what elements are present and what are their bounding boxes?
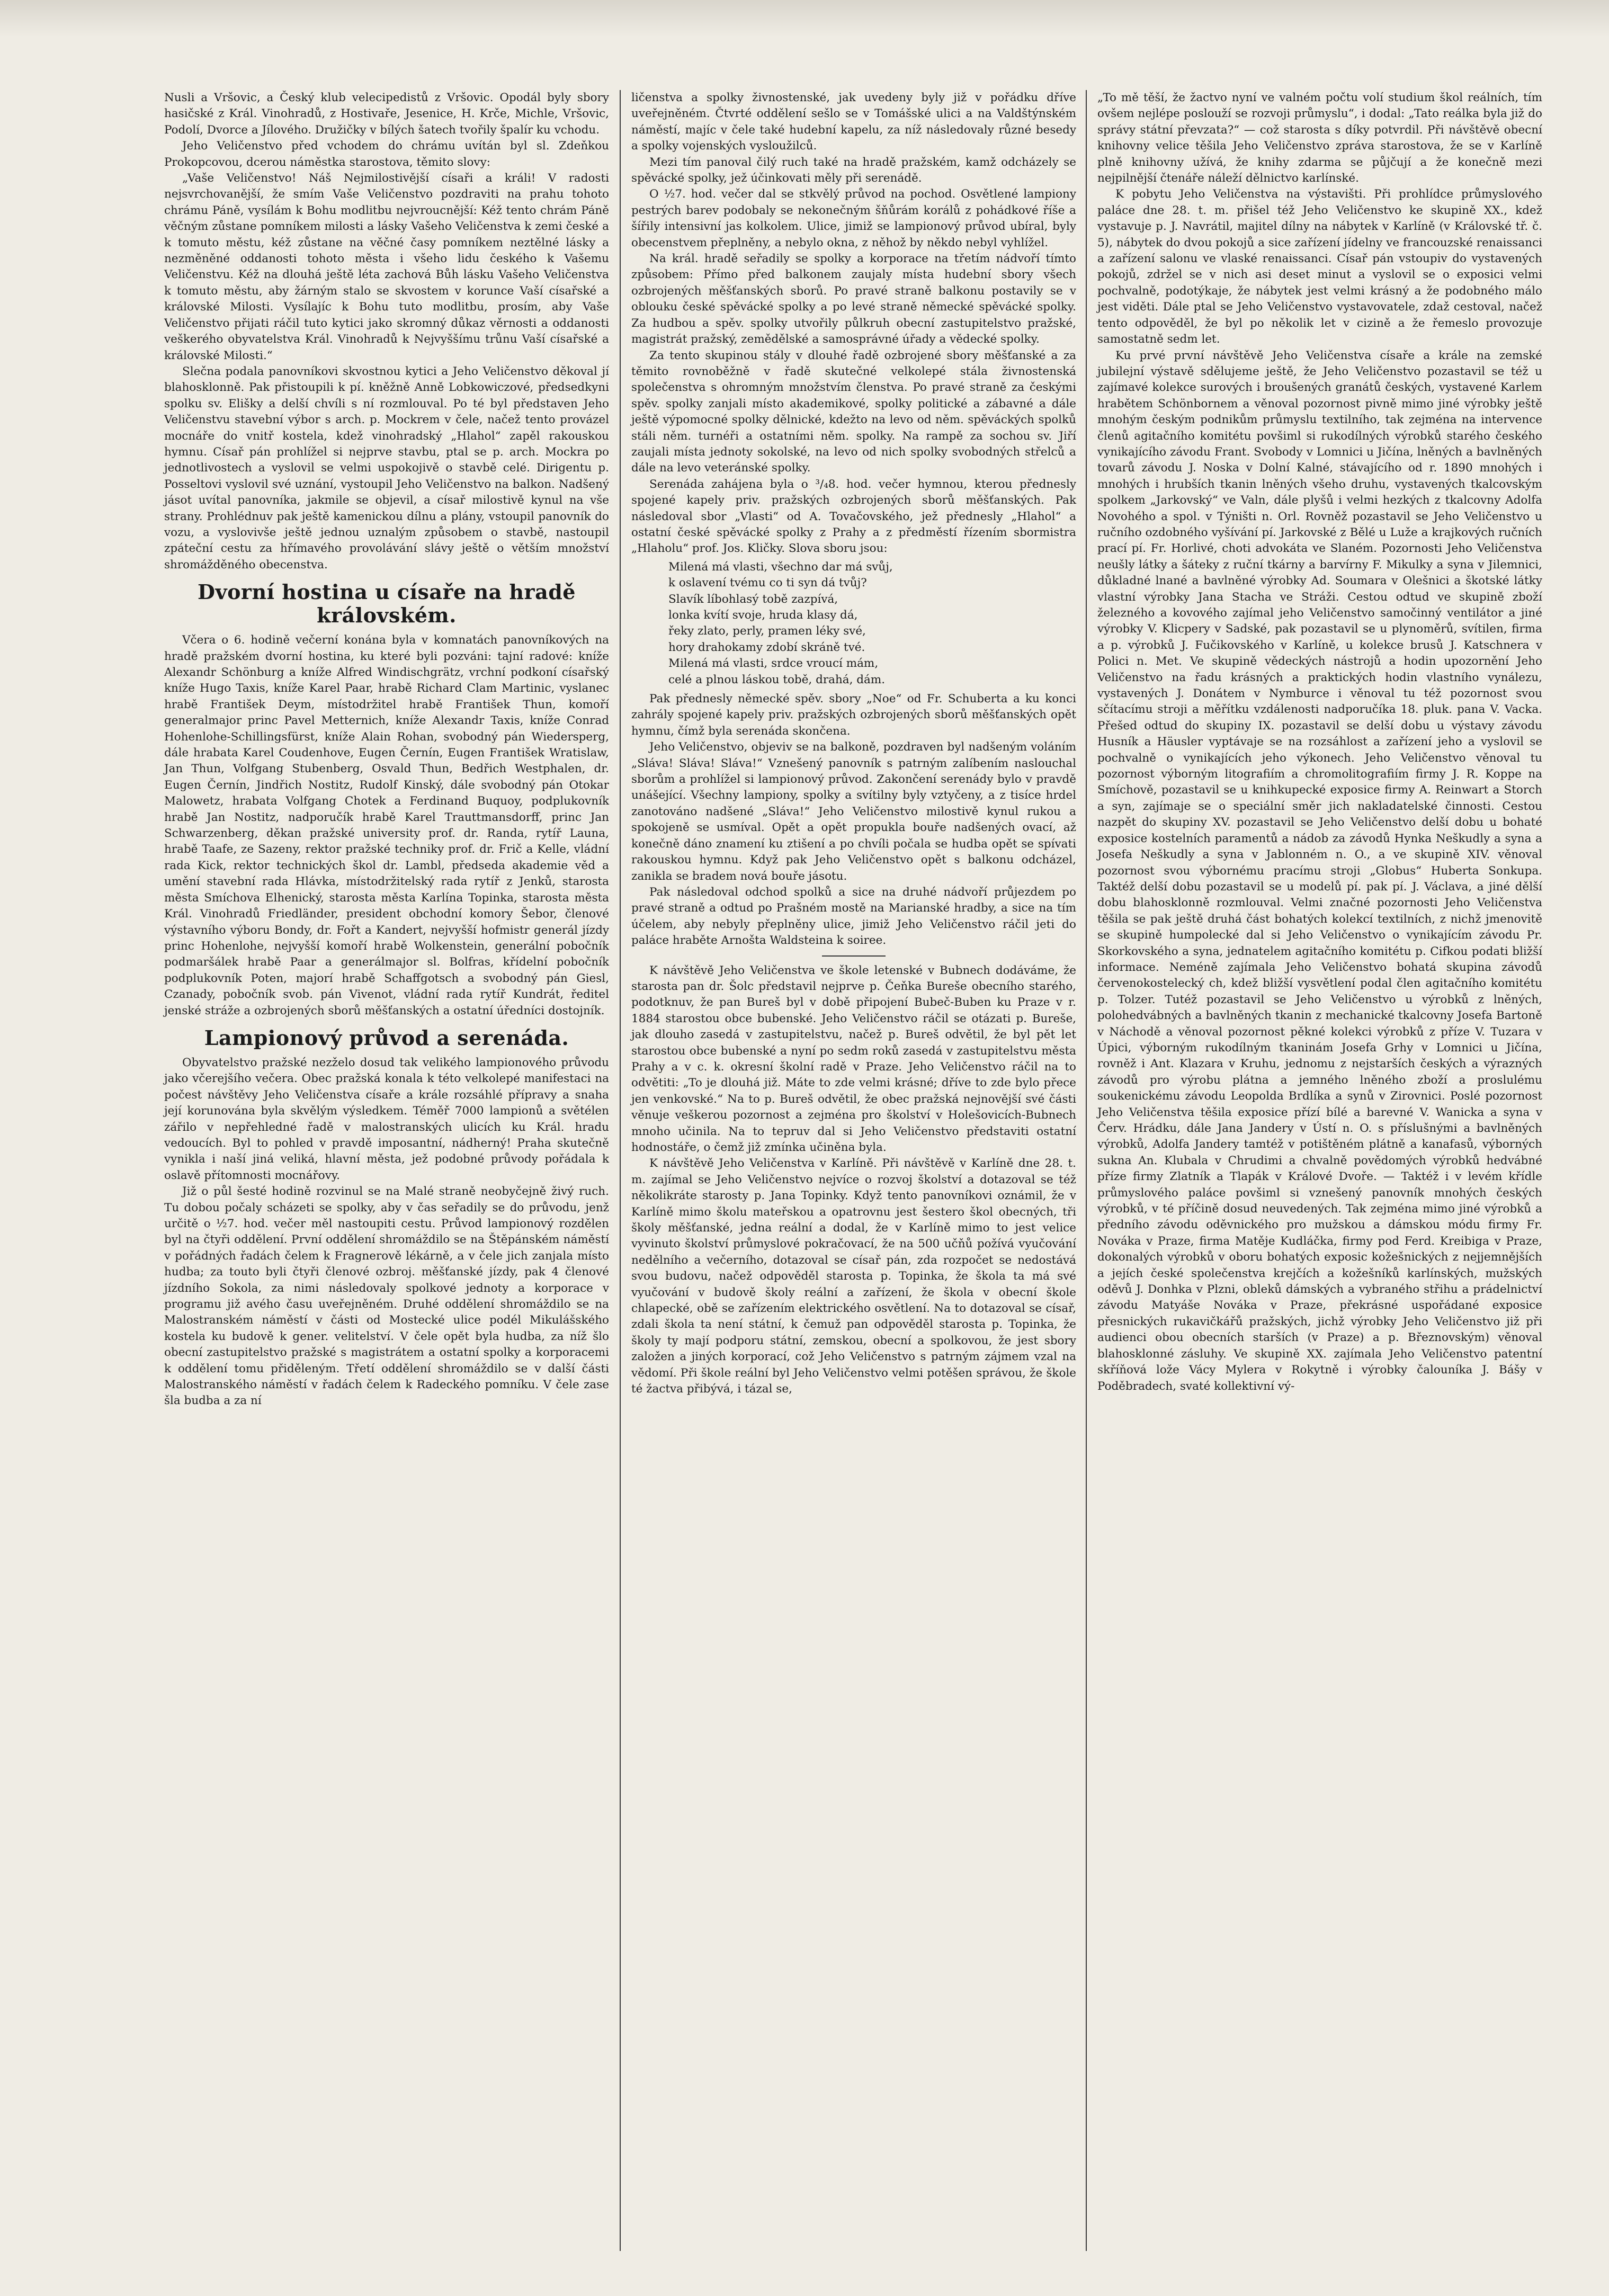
paragraph: Pak přednesly německé spěv. sbory „Noe“ od Fr. Schuberta a ku konci zahrály spojené kapely priv. pražských ozbrojených sborů měšťanských opět hymnu, čímž byla serenáda skončena. [631,692,1076,738]
paragraph: Slečna podala panovníkovi skvostnou kytici a Jeho Veličenstvo děkoval jí blahosklonně. Pak přistoupili k pí. kněžně Anně Lobkowiczové, předsedkyni spolku sv. Elišky a delší chvíli s ní rozmlouval. Po té byl představen Jeho Veličenstvu stavební výbor s arch. p. Mockrem v čele, načež tento provázel mocnáře do vnitř kostela, kdež vinohradský „Hlahol“ zapěl rakouskou hymnu. Císař pán prohlížel si nejprve stavbu, ptal se p. arch. Mockra po jednotlivostech a vyslovil se velmi uspokojivě o stavbě celé. Dirigentu p. Posseltovi vyslovil své uznání, vystoupil Jeho Veličenstvo na balkon. Nadšený jásot uvítal panovníka, jakmile se objevil, a císař milostivě kynul na vše strany. Prohlédnuv pak ještě kamenickou dílnu a plány, vstoupil panovník do vozu, a vyslovivše ještě jednou uznalým způsobem o stavbě, nastoupil zpáteční cestu za hřímavého provolávání slávy ještě o větším množství shromážděného obecenstva. [164,364,609,571]
paragraph: Mezi tím panoval čilý ruch také na hradě pražském, kamž odcházely se spěvácké spolky, jež účinkovati měly při serenádě. [631,155,1076,185]
paragraph: K pobytu Jeho Veličenstva na výstavišti. Při prohlídce průmyslového paláce dne 28. t. m. přišel též Jeho Veličenstvo ke skupině XX., kdež vystavuje p. J. Navrátil, majitel dílny na nábytek v Karlíně (v Královské tř. č. 5), nábytek do dvou pokojů a sice zařízení jídelny ve francouzské renaissanci a zařízení salonu ve vlaské renaissanci. Císař pán vstoupiv do vystavených pokojů, zdržel se v nich asi deset minut a vyslovil se o exposici velmi pochvalně, podotýkaje, že nábytek jest velmi krásný a že podobného málo jest viděti. Dále ptal se Jeho Veličenstvo vystavovatele, zdaž cestoval, načež tento odpověděl, že byl po několik let v cizině a že řemeslo provozuje samostatně sedm let. [1097,187,1542,346]
paragraph: Nusli a Vršovic, a Český klub velecipedistů z Vršovic. Opodál byly sbory hasičské z Král. Vinohradů, z Hostivaře, Jesenice, H. Krče, Michle, Vršovic, Podolí, Dvorce a Jílového. Družičky v bílých šatech tvořily špalír ku vchodu. [164,91,609,137]
column-1 [154,90,620,2251]
paragraph: „To mě těší, že žactvo nyní ve valném počtu volí studium škol reálních, tím ovšem nejlépe poslouží se rozvoji průmyslu“, i dodal: „Tato reálka byla již do správy státní převzata?“ — což starosta s díky potvrdil. Při návštěvě obecní knihovny velice těšila Jeho Veličenstvo zpráva starostova, že se v Karlíně plně knihovny užívá, že knihy zdarma se půjčují a že konečně mezi nejpilnější čtenáře náleží dělnictvo karlínské. [1097,91,1542,185]
article-heading-dinner: Dvorní hostina u císaře na hradě královském. [198,580,576,628]
page-top-edge [0,0,1609,37]
paragraph: Serenáda zahájena byla o ³/₄8. hod. večer hymnou, kterou přednesly spojené kapely priv. pražských ozbrojených sborů měšťanských. Pak následoval sbor „Vlasti“ od A. Tovačovského, jež přednesly „Hlahol“ a ostatní české spěvácké spolky z Prahy a z předměstí řízením sbormistra „Hlaholu“ prof. Jos. Kličky. Slova sboru jsou: [631,477,1076,556]
paragraph: Jeho Veličenstvo, objeviv se na balkoně, pozdraven byl nadšeným voláním „Sláva! Sláva! Sláva!“ Vznešený panovník s patrným zalíbením naslouchal sborům a prohlížel si lampionový průvod. Zakončení serenády bylo v pravdě unášející. Všechny lampiony, spolky a svítilny byly vztyčeny, a z tisíce hrdel zanotováno nadšené „Sláva!“ Jeho Veličenstvo milostivě kynul rukou a spokojeně se usmíval. Opět a opět propukla bouře nadšených ovací, až konečně dáno znamení ku ztišení a po chvíli počala se hudba opět se spívati rakouskou hymnu. Když pak Jeho Veličenstvo opět s balkonu odcházel, zanikla se bradem nová bouře jásotu. [631,740,1076,883]
paragraph: Pak následoval odchod spolků a sice na druhé nádvoří průjezdem po pravé straně a odtud po Prašném mostě na Marianské hradby, a sice na tím účelem, aby nebyly přeplněny ulice, jimiž Jeho Veličenstvo ráčil jeti do paláce hraběte Arnošta Waldsteina k soiree. [631,885,1076,948]
paragraph: ličenstva a spolky živnostenské, jak uvedeny byly již v pořádku dříve uveřejněném. Čtvrté oddělení sešlo se v Tomášské ulici a na Valdštýnském náměstí, majíc v čele také hudební kapelu, za níž následovaly různé besedy a spolky vojenských vysloužilců. [631,91,1076,153]
paragraph: K návštěvě Jeho Veličenstva ve škole letenské v Bubnech dodáváme, že starosta pan dr. Šolc představil nejprve p. Čeňka Bureše obecního starého, podotknuv, že pan Bureš byl v době připojení Bubeč-Buben ku Praze v r. 1884 starostou obce bubenské. Jeho Veličenstvo ráčil se otázati p. Bureše, jak dlouho zasedá v zastupitelstvu, načež p. Bureš odvětil, že byl pět let starostou obce bubenské a nyní po sedm roků zasedá v zastupitelstvu města Prahy a v c. k. okresní školní radě v Praze. Jeho Veličenstvo ráčil na to odvětiti: „To je dlouhá již. Máte to zde velmi krásné; dříve to zde bylo přece jen venkovské.“ Na to p. Bureš odvětil, že obec pražská nejnovější své části věnuje veškerou pozornost a zejména pro školství v Holešovicích-Bubnech mnoho učinila. Na to tepruv dal si Jeho Veličenstvo představiti ostatní hodnostáře, o čemž již zmínka učiněna byla. [631,963,1076,1154]
article-heading-lantern-procession: Lampionový průvod a serenáda. [204,1025,569,1050]
paragraph: Na král. hradě seřadily se spolky a korporace na třetím nádvoří tímto způsobem: Přímo před balkonem zaujaly místa hudební sbory všech ozbrojených měšťanských sborů. Po pravé straně balkonu postavily se v oblouku české spěvácké spolky a po levé straně německé spěvácké spolky. Za hudbou a spěv. spolky utvořily půlkruh obecní zastupitelstvo pražské, magistrát pražský, zemědělské a samosprávné úřady a vědecké spolky. [631,252,1076,346]
verse-line: Slavík líbohlasý tobě zazpívá, [668,592,838,606]
paragraph: Včera o 6. hodině večerní konána byla v komnatách panovníkových na hradě pražském dvorní hostina, ku které byli pozváni: tajní radové: kníže Alexandr Schönburg a kníže Alfred Windischgrätz, vrchní podkoní císařský kníže Hugo Taxis, kníže Karel Paar, hrabě Richard Clam Martinic, vyslanec hrabě František Deym, místodržitel hrabě František Thun, komoří generalmajor princ Pavel Metternich, kníže Alexandr Taxis, kníže Conrad Hohenlohe-Schillingsfürst, kníže Alain Rohan, svobodný pán Wiedersperg, dále hrabata Karel Coudenhove, Eugen Černín, Eugen František Wratislaw, Jan Thun, Volfgang Stubenberg, Osvald Thun, Bedřich Westphalen, dr. Eugen Černín, Jindřich Nostitz, Rudolf Kinský, dále svobodný pán Otokar Malowetz, hrabata Volfgang Chotek a Ferdinand Buquoy, podplukovník hrabě Jan Nostitz, nadporučík hrabě Karel Trauttmansdorff, princ Jan Schwarzenberg, děkan pražské university prof. dr. Randa, rytíř Launa, hrabě Taafe, ze Sazeny, rektor pražské techniky prof. dr. Frič a Kelle, vládní rada Kick, rektor technických škol dr. Lambl, předseda akademie věd a umění stavební rada Hlávka, místodržitelský rada rytíř z Jenků, starosta města Smíchova Elhenický, starosta města Karlína Topinka, starosta města Král. Vinohradů Friedländer, president obchodní komory Šebor, členové výstavního výboru Bondy, dr. Fořt a Kandert, nejvyšší hofmistr generál jízdy princ Hohenlohe, nejvyšší komoří hrabě Wolkenstein, generální pobočník podmaršálek hrabě Paar a generálmajor sl. Bolfras, křídelní pobočník podplukovník Poten, majorí hrabě Schaffgotsch a svobodný pán Giesl, Czanady, pobočník svob. pán Vivenot, vládní rada rytíř Kundrát, ředitel jenské stráže a ozbrojených sborů měšťanských a ostatní úředníci dostojník. [164,633,609,1017]
paragraph: Za tento skupinou stály v dlouhé řadě ozbrojené sbory měšťanské a za těmito rovnoběžně v řadě skutečné velkolepé stála živnostenská společenstva s ohromným množstvím členstva. Po pravé straně za českými spěv. spolky zanjali místo akademikové, spolky politické a zábavné a dále ještě výpomocné spolky dělnické, kdežto na levo od něm. spěváckých spolků stáli něm. turnéři a ostatními něm. spolky. Na rampě za sochou sv. Jiří zaujali místa jednoty sokolské, na levo od nich spolky svobodných střelců a dále na levo veteránské spolky. [631,349,1076,475]
verse-line: lonka kvítí svoje, hruda klasy dá, [668,609,858,622]
verse-line: Milená má vlasti, všechno dar má svůj, [668,560,893,574]
verse-line: hory drahokamy zdobí skráně tvé. [668,640,865,654]
column-3 [1086,90,1553,2251]
paragraph: Již o půl šesté hodině rozvinul se na Malé straně neobyčejně živý ruch. Tu dobou počaly scházeti se spolky, aby v čas seřadily se do průvodu, jenž určitě o ½7. hod. večer měl nastoupiti cestu. Průvod lampionový rozdělen byl na čtyři oddělení. První oddělení shromáždilo se na Štěpánském náměstí v pořádných řadách čelem k Fragnerově lékárně, a v čele jich zanjala místo hudba; za touto byli čtyři členové ozbroj. měšťanské jízdy, pak 4 členové jízdního Sokola, za nimi následovaly spolkové jednoty a korporace v programu již avého času uveřejněném. Druhé oddělení shromáždilo se na Malostranském náměstí v části od Mostecké ulice podél Mikulášského kostela ku budově k gener. velitelství. V čele opět byla hudba, za níž šlo obecní zastupitelstvo pražské s magistrátem a ostatní spolky a korporacemi k oddělení tomu přiděleným. Třetí oddělení shromáždilo se v další části Malostranského náměstí v řadách čelem k Radeckého pomníku. V čele zase šla budba a za ní [164,1185,609,1408]
paragraph: K návštěvě Jeho Veličenstva v Karlíně. Při návštěvě v Karlíně dne 28. t. m. zajímal se Jeho Veličenstvo nejvíce o rozvoj školství a dotazoval se též několikráte starosty p. Jana Topinky. Když tento panovníkovi oznámil, že v Karlíně mimo školu mateřskou a opatrovnu jest šestero škol obecných, tři školy měšťanské, jedna reální a dodal, že v Karlíně mimo to jest velice vyvinuto školství průmyslové pokračovací, že na 500 učňů požívá vyučování nedělního a večerního, dotazoval se císař pán, zda rozpočet se nedostává svou budovu, načež odpověděl starosta p. Topinka, že škola ta má své vyučování v budově školy reální a zařízení, že škola v obecní škole chlapecké, obě se zařízením elektrického osvětlení. Na to dotazoval se císař, zdali škola ta není státní, k čemuž pan odpověděl starosta p. Topinka, že školy ty mají podporu státní, zemskou, obecní a spolkovou, že jest sbory založen a jiných korporací, což Jeho Veličenstvo s patrným zájmem vzal na vědomí. Při škole reální byl Jeho Veličenstvo velmi potěšen správou, že škole té žactva přibývá, i tázal se, [631,1157,1076,1396]
section-divider [822,955,886,957]
paragraph: Jeho Veličenstvo před vchodem do chrámu uvítán byl sl. Zdeňkou Prokopcovou, dcerou náměstka starostova, těmito slovy: [164,139,609,169]
verse-line: k oslavení tvému co ti syn dá tvůj? [668,576,867,590]
column-2 [620,90,1087,2251]
speech-quote: „Vaše Veličenstvo! Náš Nejmilostivější císaři a králi! V radosti nejsvrchovanější, že smím Vaše Veličenstvo pozdraviti na prahu tohoto chrámu Páně, vysílám k Bohu modlitbu nejvroucnější: Kéž tento chrám Páně věčným zůstane pomníkem milosti a lásky Vašeho Veličenstva k zemi české a k tomuto městu, kéž zůstane na věčné časy pomníkem neztělné lásky a nezměněné oddanosti tohoto města i všeho lidu českého k Vašemu Veličenstvu. Kéž na dlouhá ještě léta zachová Bůh lásku Vašeho Veličenstva k tomuto městu, aby žárným stalo se skvostem v korunce Vaší císařské a královské Milosti. Vysílajíc k Bohu tuto modlitbu, prosím, aby Vaše Veličenstvo přijati ráčil tuto kytici jako skromný důkaz věrnosti a oddanosti veškerého obyvatelstva Král. Vinohradů k Nejvyššímu trůnu Vaší císařské a královské Milosti.“ [164,172,609,362]
verse-line: řeky zlato, perly, pramen léky své, [668,624,866,638]
verse-line: celé a plnou láskou tobě, drahá, dám. [668,673,886,686]
verse-line: Milená má vlasti, srdce vroucí mám, [668,657,879,671]
paragraph: Obyvatelstvo pražské nezželo dosud tak velikého lampionového průvodu jako včerejšího večera. Obec pražská konala k této velkolepé manifestaci na počest návštěvy Jeho Veličenstva císaře a krále rozsáhlé přípravy a snaha její korunována byla skvělým výsledkem. Téměř 7000 lampionů a světélen zářilo v nepřehledné řadě v malostranských ulicích ku Král. hradu vedoucích. Byl to pohled v pravdě imposantní, nádherný! Praha skutečně vynikla i naší jiná veliká, hlavní města, jež podobné průvody pořádala k oslavě přítomnosti mocnářovy. [164,1056,609,1182]
paragraph: Ku prvé první návštěvě Jeho Veličenstva císaře a krále na zemské jubilejní výstavě sdělujeme ještě, že Jeho Veličenstvo pozastavil se též u zajímavé kolekce surových i broušených granátů českých, vystavené Karlem hrabětem Schönbornem a věnoval pozornost pivně mimo jiné výrobky ještě mnohým českým podnikům průmyslu textilního, tak zejména na intervence členů agitačního komitétu povšiml si rukodílných výrobků starého českého vynikajícího závodu Frant. Svobody v Lomnici u Jičína, lněných a bavlněných tovarů závodu J. Noska v Dolní Kalné, stávajícího od r. 1890 mnohých i mnohých i hrubších tkanin lněných všeho druhu, vystavených tkalcovským spolkem „Jarkovský“ ve Valn, dále plyšů i velmi hezkých z tkalcovny Adolfa Novohého a spol. v Týništi n. Orl. Rovněž pozastavil se Jeho Veličenstvo u ručního ozdobného vyšívání pí. Jarkovské z Bělé u Luže a krajkových ručních prací pí. Fr. Horlivé, choti advokáta ve Slaném. Pozornosti Jeho Veličenstva neušly látky a šáteky z ruční tkárny a barvírny F. Mikulky a syna v Jilemnici, důkladné lnané a bavlněné výrobky Ad. Soumara v Olešnici a škotské látky vlastní výrobky Jana Stacha ve Stráži. Cestou odtud ve skupině zboží železného a kovového zajímal jeho Veličenstvo samočinný ventilátor a jiné výrobky V. Klicpery v Sadské, pak pozastavil se u plynoměrů, svítilen, firma a p. výrobků J. Fučikovského v Karlíně, u kolekce brusů J. Katschnera v Polici n. Met. Ve skupině vědeckých nástrojů a hodin upozornění Jeho Veličenstvo na řadu krásných a praktických hodin vlastního vynálezu, vystavených J. Donátem v Nymburce i věnoval tu též pozornost svou sčítacímu stroji a měřítku vzdálenosti nadporučíka 18. pluk. pana V. Vacka. Přešed odtud do skupiny IX. pozastavil se delší dobu u výstavy závodu Husník a Häusler vyptávaje se na rozsáhlost a zařízení jeho a vyslovil se pochvalně o vynikajících jeho výkonech. Jeho Veličenstvo věnoval tu pozornost výborným litografiím a chromolitografiím firmy J. R. Koppe na Smíchově, pozastavil se u knihkupecké exposice firmy A. Reinwart a Storch a syn, zajímaje se o speciální směr jich nakladatelské činnosti. Cestou nazpět do skupiny XV. pozastavil se Jeho Veličenstvo delší dobu u bohaté exposice kostelních paramentů a nádob za závodů Hynka Neškudly a syna a Josefa Neškudly a syna v Jablonném n. O., a ve skupině XIV. věnoval pozornost svou výbornému pracímu stroji „Globus“ Huberta Sonkupa. Taktéž delší dobu pozastavil se u modelů pí. pak pí. J. Václava, a jiné dělší dobu blahosklonně rozmlouval. Velmi značné pozornosti Jeho Veličenstva těšila se pak ještě druhá část bohatých kolekcí textilních, z nichž jmenovitě se skupině humpolecké dal si Jeho Veličenstvo o vynikajícím závodu Pr. Skorkovského a syna, jednatelem agitačního komitétu p. Cifkou podati bližší informace. Neméně zajímala Jeho Veličenstvo bohatá skupina závodů červenokostelecký ch, kdež bližší vysvětlení podal člen agitačního komitétu p. Tolzer. Tutéž pozastavil se Jeho Veličenstvo u výrobků z lněných, polohedvábných a bavlněných tkanin z mechanické tkalcovny Josefa Bartoně v Náchodě a věnoval pozornost pěkné kolekci výrobků z příze V. Tuzara v Úpici, výborným rukodílným tkaninám Josefa Grhy v Lomnici u Jičína, rovněž i Ant. Klazara v Kruhu, jednomu z nejstarších českých a výrazných závodů pro výrobu plátna a jemného lněného zboží a proslulému soukenickému závodu Leopolda Brdlíka a synů v Zirovnici. Poslé pozornost Jeho Veličenstva těšila exposice přízí bílé a barevné V. Wanicka a syna v Červ. Hrádku, dále Jana Jandery v Ústí n. O. s příslušnými a bavlněných výrobků, Adolfa Jandery tamtéž v potištěném plátně a kanafasů, výborných sukna An. Klubala v Chrudimi a chvalně povědomých výrobků hedvábné příze firmy Zlatník a Tlapák v Králové Dvoře. — Taktéž i v levém křídle průmyslového paláce povšiml si vznešený panovník mnohých českých výrobků, v té příčině dosud neuvedených. Tak zejména mimo jiné výrobků a předního závodu oděvnického pro mužskou a dámskou módu firmy Fr. Nováka v Praze, firma Matěje Kudláčka, firmy pod Ferd. Kreibiga v Praze, dokonalých výrobků v oboru bohatých exposic kožešnických z nejjemnějších a jejích české společenstva krejčích a kožešníků karlínských, mužských oděvů J. Donhka v Plzni, obleků dámských a vybraného střihu a prádelnictví závodu Matyáše Nováka v Praze, překrásné uspořádané exposice přesnických rukavičkářů pražských, jichž výrobky Jeho Veličenstvo již při audienci obou obecních starších (v Praze) a p. Březnovským) věnoval blahosklonné zásluhy. Ve skupině XX. zajímala Jeho Veličenstvo patentní skříňová lože Vácy Mylera v Rokytně i výrobky čalouníka J. Bášy v Poděbradech, svaté kollektivní vý- [1097,349,1542,1393]
paragraph: O ½7. hod. večer dal se stkvělý průvod na pochod. Osvětlené lampiony pestrých barev podobaly se nekonečným šňůrám korálů z pohádkové říše a šířily intensivní jas kolkolem. Ulice, jimiž se lampionový průvod ubíral, byly obecenstvem přeplněny, a nebylo okna, z něhož by někdo nebyl vyhlížel. [631,187,1076,249]
song-verse [668,559,1076,688]
text-columns [154,90,1542,2251]
